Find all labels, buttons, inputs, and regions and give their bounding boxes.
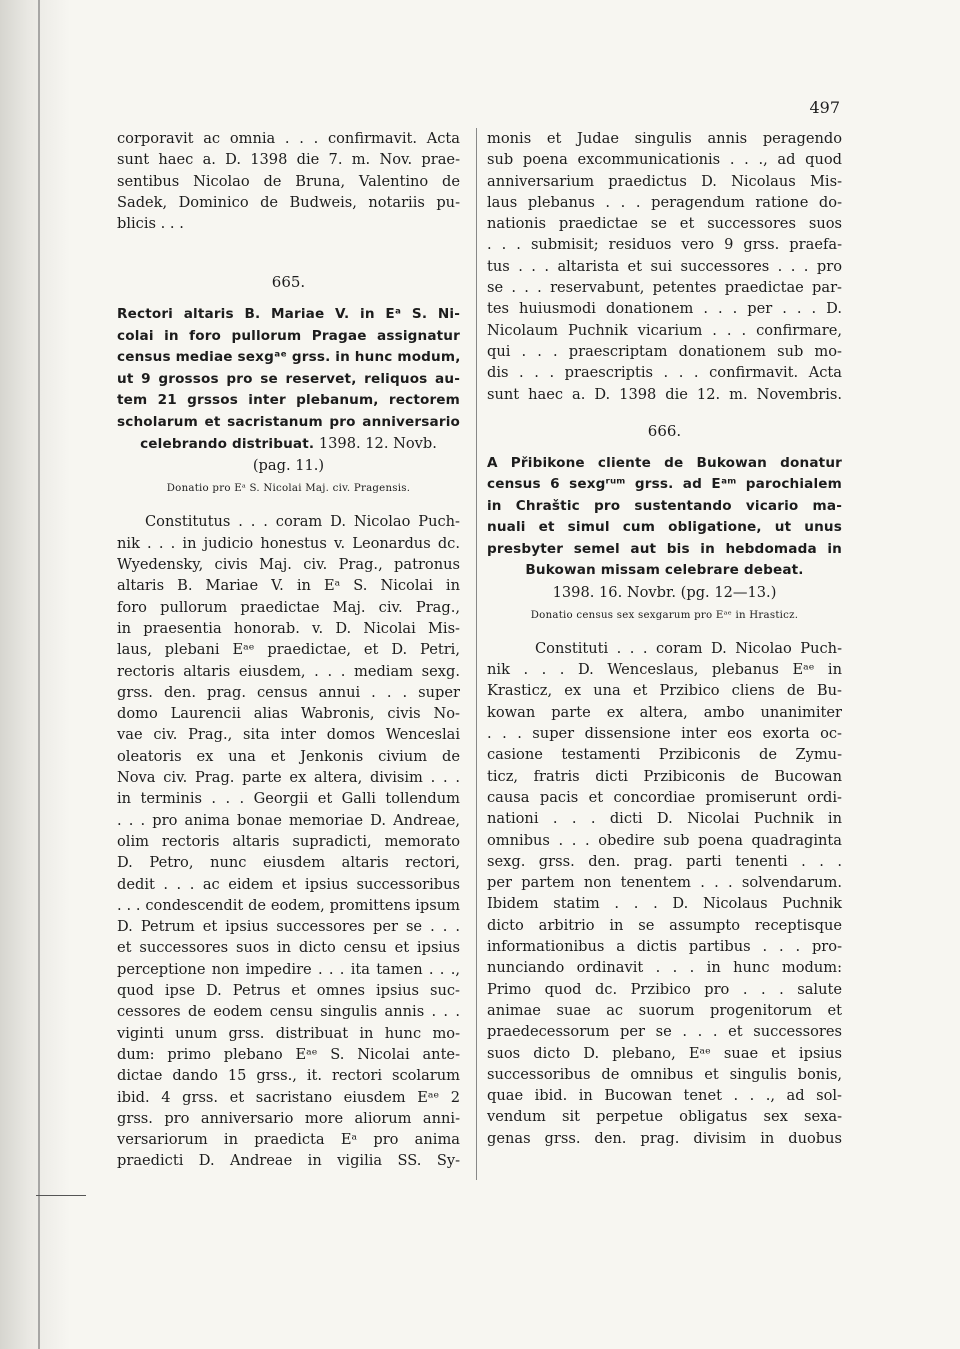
text-line: altaris B. Mariae V. in Eᵃ S. Nicolai in bbox=[117, 577, 460, 595]
text-line: dis . . . praescriptis . . . confirmavit. Acta bbox=[487, 364, 842, 382]
text-line: olim rectoris altaris supradicti, memorato bbox=[117, 832, 460, 850]
right-column bbox=[487, 128, 842, 1149]
text-line: causa pacis et concordiae promiserunt ordi- bbox=[487, 788, 842, 806]
text-line: Krasticz, ex una et Przibico cliens de Bu- bbox=[487, 682, 842, 700]
text-line: Wyedensky, civis Maj. civ. Prag., patronus bbox=[117, 556, 460, 574]
text-line: vae civ. Prag., sita inter domos Wenceslai bbox=[117, 726, 460, 744]
scan-edge-shadow bbox=[0, 0, 70, 1349]
doc665-body bbox=[117, 511, 460, 1171]
text-line: laus, plebani Eᵃᵉ praedictae, et D. Petri, bbox=[117, 641, 460, 659]
text-line: se . . . reservabunt, petentes praedictae par- bbox=[487, 279, 842, 297]
scan-binding-line bbox=[38, 0, 40, 1349]
text-line: blicis . . . bbox=[117, 215, 184, 233]
heading-line: colai in foro pullorum Pragae assignatur bbox=[117, 327, 460, 344]
text-line: praedicti D. Andreae in vigilia SS. Sy- bbox=[117, 1152, 460, 1170]
text-line: . . . super dissensione inter eos exorta oc- bbox=[487, 725, 842, 743]
text-line: praedecessorum per se . . . et successores bbox=[487, 1023, 842, 1041]
text-line: viginti unum grss. distribuat in hunc mo- bbox=[117, 1024, 460, 1042]
text-line: cessores de eodem censu singulis annis . . . bbox=[117, 1003, 460, 1021]
text-line: ibid. 4 grss. et sacristano eiusdem Eᵃᵉ 2 bbox=[117, 1088, 460, 1106]
text-line: Sadek, Dominico de Budweis, notariis pu- bbox=[117, 193, 460, 211]
heading-line: A Přibikone cliente de Bukowan donatur bbox=[487, 454, 842, 471]
text-line: D. Petro, nunc eiusdem altaris rectori, bbox=[117, 854, 460, 872]
text-line: quod ipse D. Petrus et omnes ipsius suc- bbox=[117, 982, 460, 1000]
column-divider bbox=[476, 128, 477, 1180]
text-line: ticz, fratris dicti Przibiconis de Bucowan bbox=[487, 767, 842, 785]
doc664-tail bbox=[117, 128, 460, 234]
text-line: versariorum in praedicta Eᵃ pro anima bbox=[117, 1131, 460, 1149]
heading-line-last: Bukowan missam celebrare debeat. bbox=[525, 562, 804, 579]
heading-line: ut 9 grossos pro se reservet, reliquos au- bbox=[117, 370, 460, 387]
text-line: Constituti . . . coram D. Nicolao Puch- bbox=[535, 639, 842, 657]
text-line: sub poena excommunicationis . . ., ad quod bbox=[487, 151, 842, 169]
text-line: D. Petrum et ipsius successores per se . . . bbox=[117, 918, 460, 936]
text-line: qui . . . praescriptam donationem sub mo- bbox=[487, 342, 842, 360]
text-line: laus plebanus . . . peragendum ratione do- bbox=[487, 193, 842, 211]
text-line: dedit . . . ac eidem et ipsius successoribus bbox=[117, 875, 460, 893]
text-line: suos dicto D. plebano, Eᵃᵉ suae et ipsius bbox=[487, 1044, 842, 1062]
text-line: Ibidem statim . . . D. Nicolaus Puchnik bbox=[487, 895, 842, 913]
text-line: Constitutus . . . coram D. Nicolao Puch- bbox=[145, 513, 460, 531]
heading-line: in Chraštic pro sustentando vicario ma- bbox=[487, 497, 842, 514]
text-line: tes huiusmodi donationem . . . per . . . D. bbox=[487, 300, 842, 318]
text-line: quae ibid. in Bucowan tenet . . ., ad sol- bbox=[487, 1087, 842, 1105]
text-line: anniversarium praedictus D. Nicolaus Mis- bbox=[487, 172, 842, 190]
text-line: et successores suos in dicto censu et ipsius bbox=[117, 939, 460, 957]
text-line: monis et Judae singulis annis peragendo bbox=[487, 130, 842, 147]
left-column bbox=[117, 128, 460, 1172]
text-line: animae suae ac suorum progenitorum et bbox=[487, 1001, 842, 1019]
heading-line: census mediae sexgᵃᵉ grss. in hunc modum, bbox=[117, 349, 461, 366]
heading-line: census 6 sexgʳᵘᵐ grss. ad Eᵃᵐ parochialem bbox=[487, 476, 842, 493]
doc665-continuation bbox=[487, 128, 842, 405]
text-line: Nicolaum Puchnik vicarium . . . confirmare, bbox=[487, 321, 842, 339]
text-line: kowan parte ex altera, ambo unanimiter bbox=[487, 703, 842, 721]
text-line: sunt haec a. D. 1398 die 7. m. Nov. prae- bbox=[117, 151, 460, 169]
text-line: omnibus . . . obedire sub poena quadraginta bbox=[487, 831, 842, 849]
doc666-body bbox=[487, 638, 842, 1149]
text-line: in terminis . . . Georgii et Galli tollendum bbox=[117, 790, 460, 808]
text-line: oleatoris ex una et Jenkonis civium de bbox=[117, 747, 460, 765]
text-line: per partem non tenentem . . . solvendarum. bbox=[487, 874, 842, 892]
text-line: nunciando ordinavit . . . in hunc modum: bbox=[487, 959, 842, 977]
heading-line: nuali et simul cum obligatione, ut unus bbox=[487, 519, 842, 536]
text-line: vendum sit perpetue obligatus sex sexa- bbox=[487, 1108, 842, 1126]
scan-edge-mark bbox=[36, 1195, 86, 1196]
doc666-number: 666. bbox=[647, 421, 682, 440]
doc666-date: 1398. 16. Novbr. (pg. 12—13.) bbox=[552, 583, 777, 601]
text-line: domo Laurencii alias Wabronis, civis No- bbox=[117, 705, 460, 723]
text-line: . . . submisit; residuos vero 9 grss. praefa- bbox=[487, 236, 842, 254]
text-line: sentibus Nicolao de Bruna, Valentino de bbox=[117, 172, 460, 190]
heading-line-last: celebrando distribuat. bbox=[140, 436, 315, 453]
text-line: sunt haec a. D. 1398 die 12. m. Novembris. bbox=[487, 385, 842, 403]
doc665-number: 665. bbox=[271, 273, 306, 292]
text-line: corporavit ac omnia . . . confirmavit. Acta bbox=[117, 130, 460, 147]
text-line: dicto arbitrio in se assumpto receptisque bbox=[487, 916, 842, 934]
text-line: sexg. grss. den. prag. parti tenenti . . . bbox=[487, 852, 842, 870]
doc666-heading bbox=[487, 453, 842, 604]
text-line: nationi . . . dicti D. Nicolai Puchnik in bbox=[487, 810, 842, 828]
page-number: 497 bbox=[809, 98, 840, 117]
text-line: tus . . . altarista et sui successores . . . pro bbox=[487, 257, 842, 275]
doc666-summary: Donatio census sex sexgarum pro Eᵃᵉ in Hrasticz. bbox=[530, 609, 799, 621]
text-line: genas grss. den. prag. divisim in duobus bbox=[487, 1129, 842, 1147]
text-line: in praesentia honorab. v. D. Nicolai Mis- bbox=[117, 619, 460, 637]
text-line: dum: primo plebano Eᵃᵉ S. Nicolai ante- bbox=[117, 1045, 460, 1063]
text-line: Nova civ. Prag. parte ex altera, divisim . . . bbox=[117, 769, 460, 787]
text-line: grss. den. prag. census annui . . . super bbox=[117, 683, 460, 701]
text-line: perceptione non impedire . . . ita tamen . . ., bbox=[117, 960, 460, 978]
heading-line: Rectori altaris B. Mariae V. in Eᵃ S. Ni- bbox=[117, 306, 460, 323]
text-line: rectoris altaris eiusdem, . . . mediam sexg. bbox=[117, 662, 460, 680]
text-line: dictae dando 15 grss., it. rectori scolarum bbox=[117, 1067, 460, 1085]
text-line: foro pullorum praedictae Maj. civ. Prag., bbox=[117, 598, 460, 616]
heading-line: tem 21 grssos inter plebanum, rectorem bbox=[117, 392, 460, 409]
doc665-page-ref: (pag. 11.) bbox=[252, 457, 325, 475]
text-line: casione testamenti Przibiconis de Zymu- bbox=[487, 746, 842, 764]
doc665-summary: Donatio pro Eᵃ S. Nicolai Maj. civ. Pragensis. bbox=[166, 483, 411, 495]
doc665-heading bbox=[117, 304, 460, 477]
text-line: nik . . . D. Wenceslaus, plebanus Eᵃᵉ in bbox=[487, 661, 842, 679]
text-line: grss. pro anniversario more aliorum anni- bbox=[117, 1109, 460, 1127]
text-line: successoribus de omnibus et singulis bonis, bbox=[487, 1065, 842, 1083]
heading-line: scholarum et sacristanum pro anniversario bbox=[117, 413, 460, 430]
text-line: nationis praedictae se et successores suos bbox=[487, 215, 842, 233]
text-line: Primo quod dc. Przibico pro . . . salute bbox=[487, 980, 842, 998]
text-line: . . . condescendit de eodem, promittens ipsum bbox=[117, 896, 460, 914]
text-line: . . . pro anima bonae memoriae D. Andreae, bbox=[117, 811, 460, 829]
doc665-date: 1398. 12. Novb. bbox=[318, 435, 437, 453]
text-line: nik . . . in judicio honestus v. Leonardus dc. bbox=[117, 534, 460, 552]
text-line: informationibus a dictis partibus . . . pro- bbox=[487, 938, 842, 956]
heading-line: presbyter semel aut bis in hebdomada in bbox=[487, 540, 842, 557]
